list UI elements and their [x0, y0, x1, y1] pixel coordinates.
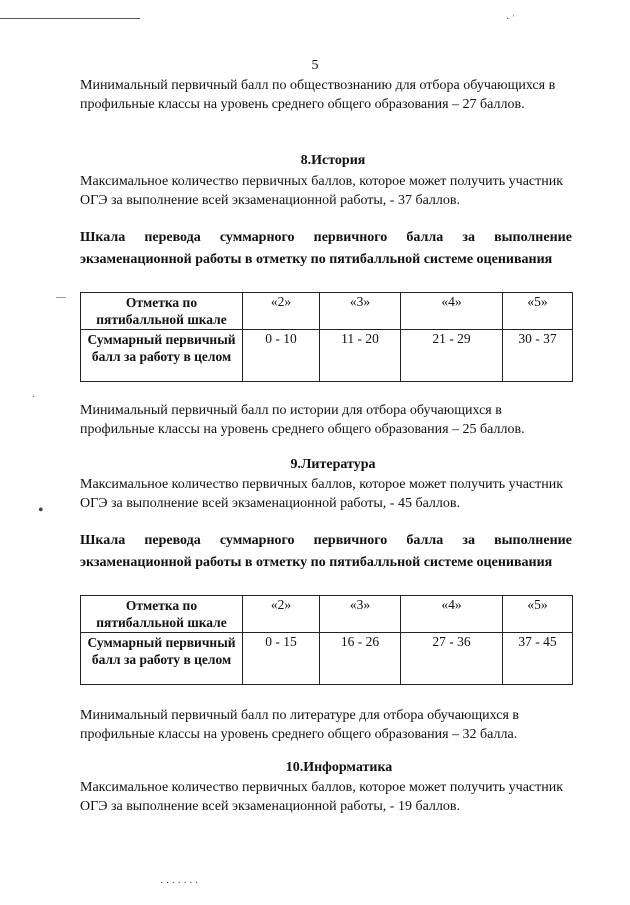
table-header-cell: Отметка по пятибалльной шкале [81, 596, 243, 633]
literature-heading: 9.Литература [290, 457, 376, 472]
table-cell: 21 - 29 [401, 330, 503, 382]
history-min-line2: профильные классы на уровень среднего общего образования – 25 баллов. [80, 422, 525, 437]
scale-word: суммарного [219, 533, 295, 548]
history-heading: 8.История [300, 153, 366, 168]
scale-word: суммарного [219, 230, 295, 245]
informatics-max-paragraph [80, 778, 572, 816]
literature-scale-line1 [80, 530, 572, 552]
informatics-max-line1: Максимальное количество первичных баллов, которое может получить участник [80, 780, 564, 795]
literature-min-line1: Минимальный первичный балл по литературе для отбора обучающихся в [80, 708, 520, 723]
history-max-line1: Максимальное количество первичных баллов, которое может получить участник [80, 174, 564, 189]
table-header-row [81, 596, 573, 633]
scale-word: балла [406, 533, 444, 548]
table-cell: 11 - 20 [320, 330, 401, 382]
table-cell: Суммарный первичный балл за работу в целом [81, 633, 243, 685]
scan-speck: · [32, 392, 36, 403]
scale-word: перевода [144, 230, 201, 245]
history-max-line2: ОГЭ за выполнение всей экзаменационной работы, - 37 баллов. [80, 193, 461, 208]
scale-word: за [462, 533, 475, 548]
informatics-heading: 10.Информатика [285, 760, 393, 775]
literature-min-paragraph [80, 706, 572, 744]
table-row [81, 330, 573, 382]
social-min-line2: профильные классы на уровень среднего общего образования – 27 баллов. [80, 97, 525, 112]
table-cell: 27 - 36 [401, 633, 503, 685]
scale-word: за [462, 230, 475, 245]
table-header-cell: «4» [401, 596, 503, 633]
scan-speck: · · · · · · · [160, 878, 199, 889]
table-cell: 0 - 15 [243, 633, 320, 685]
literature-max-paragraph [80, 475, 572, 513]
literature-max-line1: Максимальное количество первичных баллов, которое может получить участник [80, 477, 564, 492]
scale-word: первичного [313, 230, 388, 245]
history-max-paragraph [80, 172, 572, 210]
table-cell: 30 - 37 [503, 330, 573, 382]
table-header-cell: «3» [320, 293, 401, 330]
table-header-cell: «5» [503, 293, 573, 330]
history-min-paragraph [80, 401, 572, 439]
scale-word: Шкала [80, 230, 126, 245]
scale-word: балла [406, 230, 444, 245]
literature-grade-table [80, 595, 573, 685]
table-header-cell: «2» [243, 596, 320, 633]
scale-word: выполнение [494, 230, 572, 245]
informatics-max-line2: ОГЭ за выполнение всей экзаменационной работы, - 19 баллов. [80, 799, 461, 814]
table-header-cell: Отметка по пятибалльной шкале [81, 293, 243, 330]
page-number: 5 [311, 58, 319, 73]
scan-speck: — [56, 292, 66, 303]
table-header-cell: «2» [243, 293, 320, 330]
table-cell: Суммарный первичный балл за работу в целом [81, 330, 243, 382]
social-min-line1: Минимальный первичный балл по обществознанию для отбора обучающихся в [80, 78, 556, 93]
history-grade-table [80, 292, 573, 382]
scale-word: Шкала [80, 533, 126, 548]
scan-speck: • [38, 502, 44, 519]
social-min-paragraph [80, 76, 572, 114]
table-header-row [81, 293, 573, 330]
table-cell: 37 - 45 [503, 633, 573, 685]
scale-word: перевода [144, 533, 201, 548]
literature-min-line2: профильные классы на уровень среднего общего образования – 32 балла. [80, 727, 518, 742]
scan-top-rule [0, 18, 140, 19]
literature-scale-title [80, 530, 572, 574]
literature-max-line2: ОГЭ за выполнение всей экзаменационной работы, - 45 баллов. [80, 496, 461, 511]
history-min-line1: Минимальный первичный балл по истории для отбора обучающихся в [80, 403, 502, 418]
scan-speck: · ˈ [506, 14, 516, 25]
table-header-cell: «4» [401, 293, 503, 330]
table-row [81, 633, 573, 685]
table-cell: 0 - 10 [243, 330, 320, 382]
history-scale-line1 [80, 227, 572, 249]
history-scale-title [80, 227, 572, 271]
table-header-cell: «3» [320, 596, 401, 633]
literature-scale-line2: экзаменационной работы в отметку по пятибалльной системе оценивания [80, 555, 553, 570]
table-header-cell: «5» [503, 596, 573, 633]
history-scale-line2: экзаменационной работы в отметку по пятибалльной системе оценивания [80, 252, 553, 267]
table-cell: 16 - 26 [320, 633, 401, 685]
scale-word: первичного [313, 533, 388, 548]
scale-word: выполнение [494, 533, 572, 548]
